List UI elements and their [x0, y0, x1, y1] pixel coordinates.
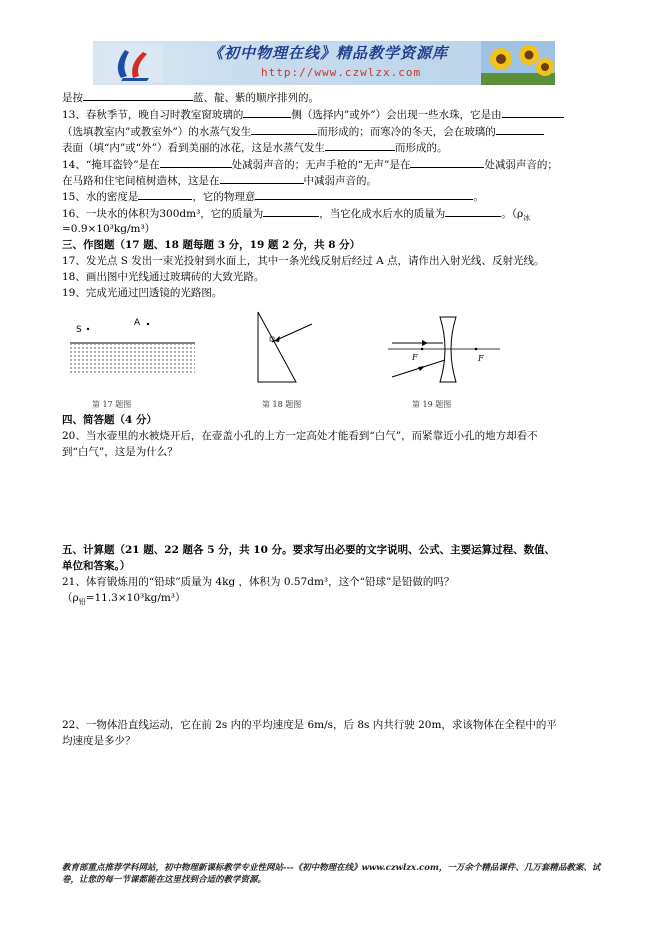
focal-point-left-label: F	[412, 353, 418, 362]
point-s-label: S	[76, 325, 82, 335]
question-18: 18、画出图中光线通过玻璃砖的大致光路。	[62, 271, 265, 283]
section-3-heading: 三、作图题（17 题、18 题每题 3 分，19 题 2 分，共 8 分）	[62, 239, 361, 251]
banner-url: http://www.czwlzx.com	[261, 66, 422, 79]
logo-icon	[103, 44, 163, 82]
question-15: 15、水的密度是 ，它的物理意 。	[62, 191, 484, 203]
question-21: 21、体育锻炼用的“铅球”质量为 4kg ，体积为 0.57dm³，这个“铅球”是铅做的吗？	[62, 576, 455, 588]
focal-point-right-label: F	[478, 354, 484, 363]
text-line: 在马路和住宅间植树造林，这是在 中减弱声音的。	[62, 175, 377, 187]
figure-17-caption: 第 17 题图	[92, 400, 132, 409]
question-16: 16、一块水的体积为300dm³，它的质量为 ，当它化成水后水的质量为 。（$\rho_冰$	[62, 208, 531, 223]
question-22: 22、一物体沿直线运动，它在前 2s 内的平均速度是 6m/s，后 8s 内共行驶 20m，求该物体在全程中的平	[62, 719, 557, 731]
question-14: 14、“掩耳盗铃”是在 处减弱声音的；无声手枪的“无声”是在 处减弱声音的；	[62, 159, 558, 171]
section-4-heading: 四、简答题（4 分）	[62, 414, 157, 426]
header-banner	[93, 41, 555, 85]
question-22-continued: 均速度是多少？	[62, 735, 136, 747]
question-20-continued: 到“白气”，这是为什么？	[62, 446, 178, 458]
question-17: 17、发光点 S 发出一束光投射到水面上，其中一条光线反射后经过 A 点，请作出入射光线、反射光线。	[62, 255, 545, 267]
text-line: （选填教室内”或教室外”）的水蒸气发生 而形成的；而寒冷的冬天，会在玻璃的	[62, 124, 544, 139]
question-13: 13、春秋季节，晚自习时教室窗玻璃的 侧（选择内”或外”）会出现一些水珠，它是由	[62, 107, 564, 122]
question-19: 19、完成光通过凹透镜的光路图。	[62, 287, 223, 299]
section-5-heading: 五、计算题（21 题、22 题各 5 分，共 10 分。要求写出必要的文字说明、公式、主要运算过程、数值、	[62, 544, 556, 556]
figure-18-caption: 第 18 题图	[262, 400, 302, 409]
text-line: 是按 蓝、靛、紫的顺序排列的。	[62, 92, 319, 104]
question-21-continued: $(\rho_铅=11.3\times 10^3kg/m^3)$	[62, 592, 186, 607]
figure-19	[388, 312, 500, 392]
point-a-label: A	[134, 318, 141, 328]
figure-19-caption: 第 19 题图	[412, 400, 452, 409]
banner-title: 《初中物理在线》精品教学资源库	[208, 44, 449, 62]
text-line: 表面（填“内”或“外”）看到美丽的冰花，这是水蒸气发生 而形成的。	[62, 142, 448, 154]
question-20: 20、当水壶里的水被烧开后，在壶盖小孔的上方一定高处才能看到“白气”，而紧靠近小孔的地方却看不	[62, 430, 538, 442]
sunflower-icon	[481, 41, 555, 85]
section-5-heading-continued: 单位和答案。）	[62, 560, 131, 572]
figure-18	[250, 310, 320, 390]
footer-note: 教育部重点推荐学科网站，初中物理新课标教学专业性网站---《初中物理在线》www.czwlzx.com，一万余个精品课件、几万套精品教案、试卷，让您的每一节课都能在这里找到合适的教学资源。	[62, 863, 601, 885]
figure-17	[70, 315, 195, 390]
text-line: =0.9×10³kg/m³）	[62, 223, 156, 235]
